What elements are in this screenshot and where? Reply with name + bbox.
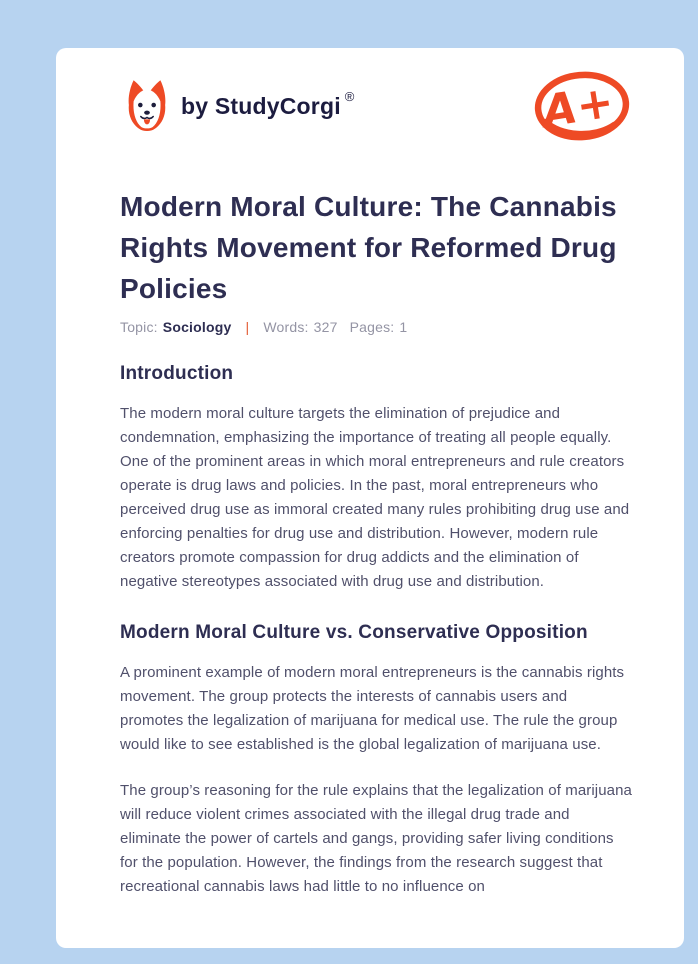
- section-heading-introduction: Introduction: [120, 363, 234, 384]
- brand-name: StudyCorgi: [214, 92, 341, 119]
- section-heading-modern-moral-culture: Modern Moral Culture vs. Conservative Opposition: [120, 622, 588, 643]
- words-label: Words:: [263, 319, 309, 335]
- page-title: Modern Moral Culture: The Cannabis Rights Movement for Reformed Drug Policies: [120, 191, 617, 304]
- registered-trademark: ®: [344, 88, 355, 104]
- brand-prefix: by: [181, 92, 215, 119]
- studycorgi-brand-link[interactable]: [126, 78, 355, 134]
- pages-label: Pages:: [349, 319, 395, 335]
- svg-text:A+: A+: [539, 76, 618, 138]
- paragraph-group-reasoning: The group’s reasoning for the rule explains that the legalization of marijuana will reduce violent crimes associated with the illegal drug trade and eliminate the power of cartels and gangs, providing safer living conditions for the population. However, the findings from the research suggest that recreational cannabis laws had little to no influence on: [120, 782, 632, 895]
- document-card: [56, 48, 684, 948]
- brand-text: [181, 88, 355, 120]
- meta-separator: |: [245, 319, 250, 335]
- paragraph-cannabis-movement: A prominent example of modern moral entrepreneurs is the cannabis rights movement. The group protects the interests of cannabis users and promotes the legalization of marijuana for medical use. The rule the group would like to see established is the global legalization of marijuana use.: [120, 664, 625, 753]
- meta-row: [120, 319, 632, 335]
- words-value: 327: [313, 319, 338, 335]
- paragraph-introduction: The modern moral culture targets the elimination of prejudice and condemnation, emphasizing the importance of treating all people equally. One of the prominent areas in which moral entrepreneurs and rule creators operate is drug laws and policies. In the past, moral entrepreneurs who perceived drug use as immoral created many rules prohibiting drug use and enforcing penalties for drug use and distribution. However, modern rule creators promote compassion for drug addicts and the elimination of negative stereotypes associated with drug use and distribution.: [120, 405, 630, 590]
- grade-a-plus-icon: [532, 69, 632, 143]
- header: [120, 66, 632, 146]
- topic-label: Topic:: [120, 319, 158, 335]
- topic-link[interactable]: Sociology: [162, 319, 232, 335]
- corgi-mascot-icon: [126, 78, 168, 134]
- pages-value: 1: [399, 319, 408, 335]
